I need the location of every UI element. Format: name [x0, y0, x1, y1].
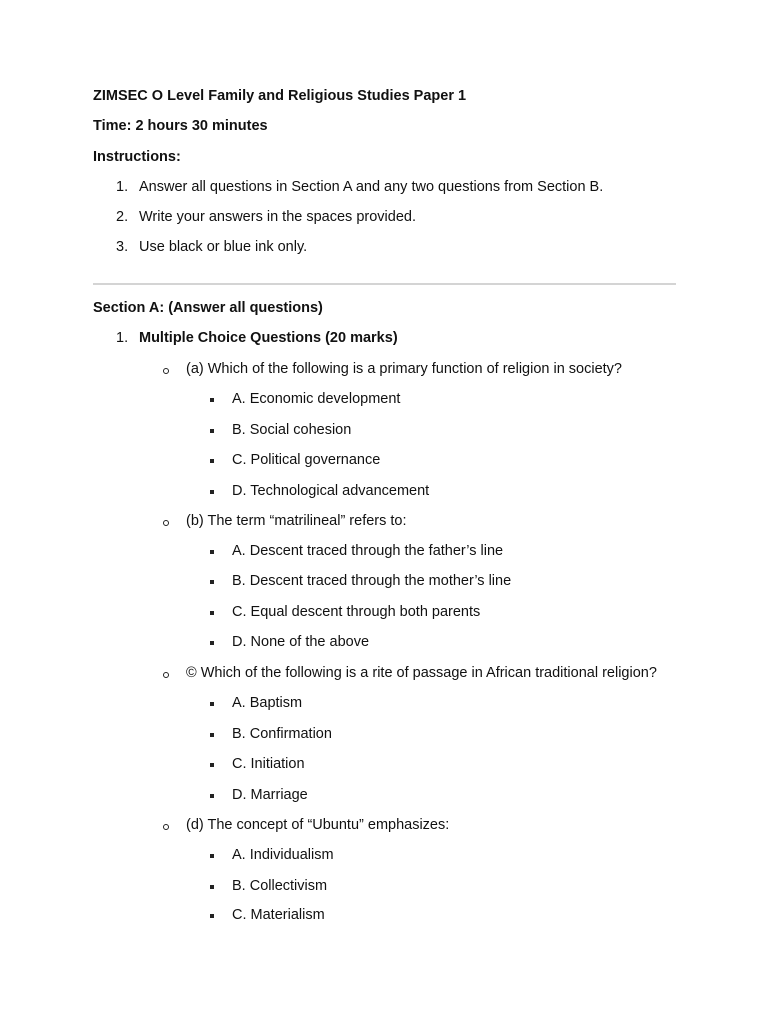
question-text: (b) The term “matrilineal” refers to:	[186, 513, 407, 529]
square-bullet-icon	[210, 398, 214, 402]
square-bullet-icon	[210, 429, 214, 433]
square-bullet-icon	[210, 854, 214, 858]
answer-option: C. Initiation	[232, 756, 305, 772]
answer-option: A. Baptism	[232, 695, 303, 711]
answer-option: B. Descent traced through the mother’s line	[232, 573, 512, 589]
question-text: (a) Which of the following is a primary function of religion in society?	[186, 361, 622, 377]
square-bullet-icon	[210, 763, 214, 767]
horizontal-divider	[93, 283, 676, 285]
square-bullet-icon	[210, 914, 214, 918]
answer-option: C. Political governance	[232, 452, 381, 468]
answer-option: B. Social cohesion	[232, 422, 352, 438]
square-bullet-icon	[210, 580, 214, 584]
instructions-heading: Instructions:	[93, 149, 181, 165]
instruction-item: Use black or blue ink only.	[139, 239, 308, 255]
instruction-item: Write your answers in the spaces provided.	[139, 209, 416, 225]
answer-option: A. Individualism	[232, 847, 334, 863]
answer-option: C. Materialism	[232, 907, 325, 923]
square-bullet-icon	[210, 641, 214, 645]
square-bullet-icon	[210, 885, 214, 889]
square-bullet-icon	[210, 794, 214, 798]
answer-option: A. Economic development	[232, 391, 401, 407]
square-bullet-icon	[210, 611, 214, 615]
exam-time: Time: 2 hours 30 minutes	[93, 118, 268, 134]
answer-option: C. Equal descent through both parents	[232, 604, 481, 620]
square-bullet-icon	[210, 733, 214, 737]
answer-option: B. Confirmation	[232, 726, 332, 742]
instruction-number: 3.	[116, 239, 129, 255]
section-a-heading: Section A: (Answer all questions)	[93, 300, 323, 316]
instruction-number: 2.	[116, 209, 129, 225]
part-title: Multiple Choice Questions (20 marks)	[139, 330, 398, 346]
part-number: 1.	[116, 330, 129, 346]
hollow-bullet-icon	[163, 368, 169, 374]
answer-option: A. Descent traced through the father’s line	[232, 543, 504, 559]
square-bullet-icon	[210, 550, 214, 554]
hollow-bullet-icon	[163, 520, 169, 526]
question-text: © Which of the following is a rite of passage in African traditional religion?	[186, 665, 657, 681]
answer-option: B. Collectivism	[232, 878, 328, 894]
instruction-item: Answer all questions in Section A and any two questions from Section B.	[139, 179, 604, 195]
paper-title: ZIMSEC O Level Family and Religious Studies Paper 1	[93, 88, 467, 104]
hollow-bullet-icon	[163, 672, 169, 678]
hollow-bullet-icon	[163, 824, 169, 830]
question-text: (d) The concept of “Ubuntu” emphasizes:	[186, 817, 450, 833]
answer-option: D. None of the above	[232, 634, 370, 650]
square-bullet-icon	[210, 490, 214, 494]
instruction-number: 1.	[116, 179, 129, 195]
square-bullet-icon	[210, 702, 214, 706]
square-bullet-icon	[210, 459, 214, 463]
answer-option: D. Technological advancement	[232, 483, 430, 499]
answer-option: D. Marriage	[232, 787, 308, 803]
